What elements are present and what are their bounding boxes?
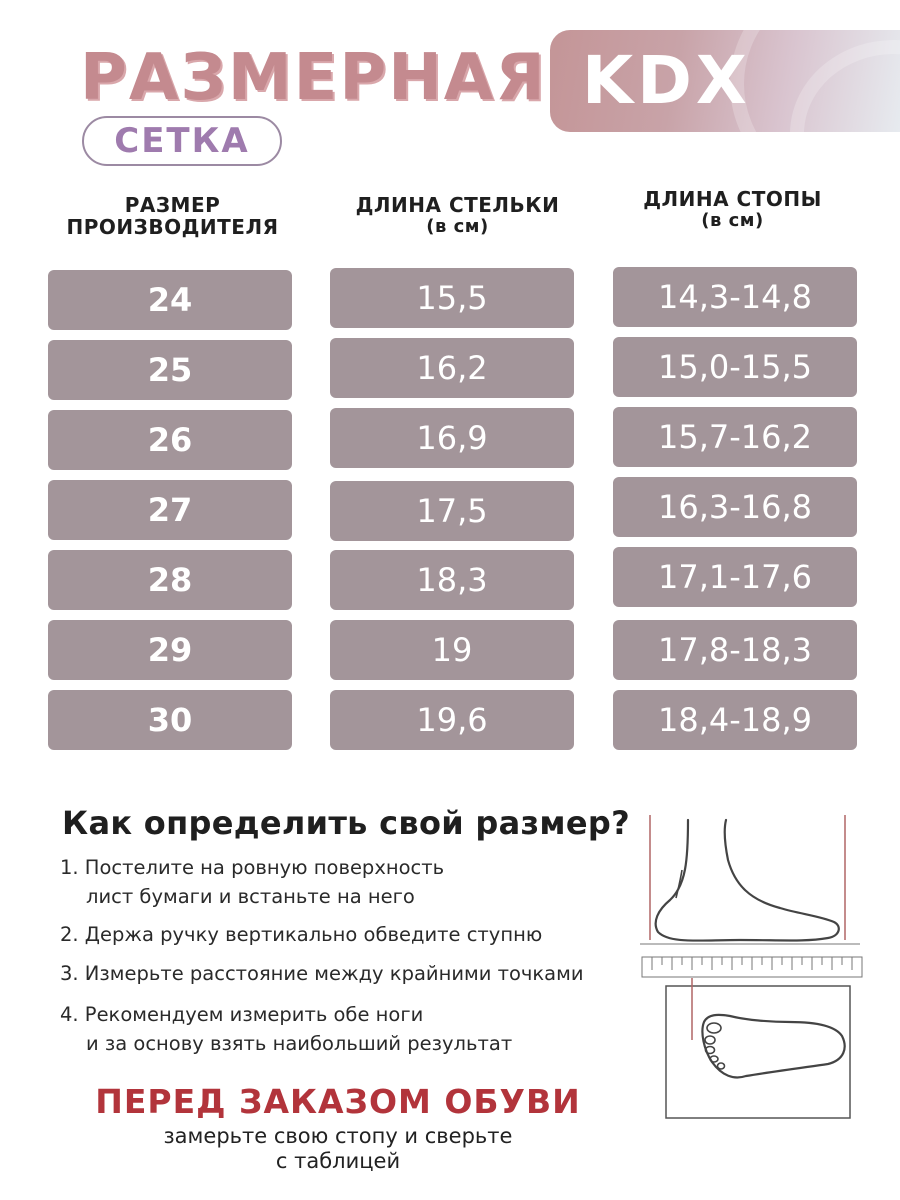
table-cell-insole: 15,5 [330, 268, 574, 328]
column-header-label: ДЛИНА СТОПЫ [643, 187, 822, 211]
step-text-continued: лист бумаги и встаньте на него [86, 885, 415, 908]
instruction-step-2 [60, 920, 542, 949]
table-cell-insole: 19 [330, 620, 574, 680]
page-subtitle: СЕТКА [114, 121, 250, 161]
column-header-insole-length [330, 194, 585, 238]
column-header-label: РАЗМЕР [124, 193, 221, 217]
table-cell-foot: 15,0-15,5 [613, 337, 857, 397]
table-cell-insole: 18,3 [330, 550, 574, 610]
step-text: 3. Измерьте расстояние между крайними точками [60, 962, 584, 985]
subtitle-pill [82, 116, 282, 166]
instruction-step-1 [60, 853, 444, 911]
warning-subtitle [0, 1124, 676, 1174]
column-header-label: ДЛИНА СТЕЛЬКИ [355, 193, 560, 217]
page-title: РАЗМЕРНАЯ [80, 41, 547, 115]
table-cell-size: 26 [48, 410, 292, 470]
table-cell-size: 24 [48, 270, 292, 330]
table-cell-foot: 15,7-16,2 [613, 407, 857, 467]
column-header-sub: (в см) [701, 210, 764, 231]
instructions-title: Как определить свой размер? [62, 804, 630, 842]
table-cell-size: 25 [48, 340, 292, 400]
table-cell-foot: 18,4-18,9 [613, 690, 857, 750]
column-header-sub: ПРОИЗВОДИТЕЛЯ [66, 215, 279, 239]
column-header-foot-length [610, 188, 855, 232]
table-cell-foot: 16,3-16,8 [613, 477, 857, 537]
warning-line: замерьте свою стопу и сверьте [163, 1124, 513, 1148]
warning-line: с таблицей [275, 1149, 401, 1173]
brand-banner [550, 30, 900, 132]
foot-measurement-illustration [630, 810, 870, 1125]
table-cell-insole: 19,6 [330, 690, 574, 750]
brand-logo: KDX [582, 42, 751, 119]
instruction-step-4 [60, 1000, 512, 1058]
table-cell-size: 28 [48, 550, 292, 610]
column-header-sub: (в см) [426, 216, 489, 237]
instruction-step-3 [60, 959, 584, 988]
step-text: 1. Постелите на ровную поверхность [60, 856, 445, 879]
table-cell-insole: 16,9 [330, 408, 574, 468]
column-header-manufacturer-size [40, 194, 305, 238]
step-text: 4. Рекомендуем измерить обе ноги [60, 1003, 424, 1026]
step-text-continued: и за основу взять наибольший результат [86, 1032, 513, 1055]
table-cell-foot: 17,8-18,3 [613, 620, 857, 680]
warning-title: ПЕРЕД ЗАКАЗОМ ОБУВИ [95, 1082, 581, 1121]
table-cell-size: 27 [48, 480, 292, 540]
step-text: 2. Держа ручку вертикально обведите ступню [60, 923, 543, 946]
table-cell-insole: 17,5 [330, 481, 574, 541]
table-cell-size: 30 [48, 690, 292, 750]
table-cell-insole: 16,2 [330, 338, 574, 398]
table-cell-foot: 17,1-17,6 [613, 547, 857, 607]
table-cell-foot: 14,3-14,8 [613, 267, 857, 327]
table-cell-size: 29 [48, 620, 292, 680]
